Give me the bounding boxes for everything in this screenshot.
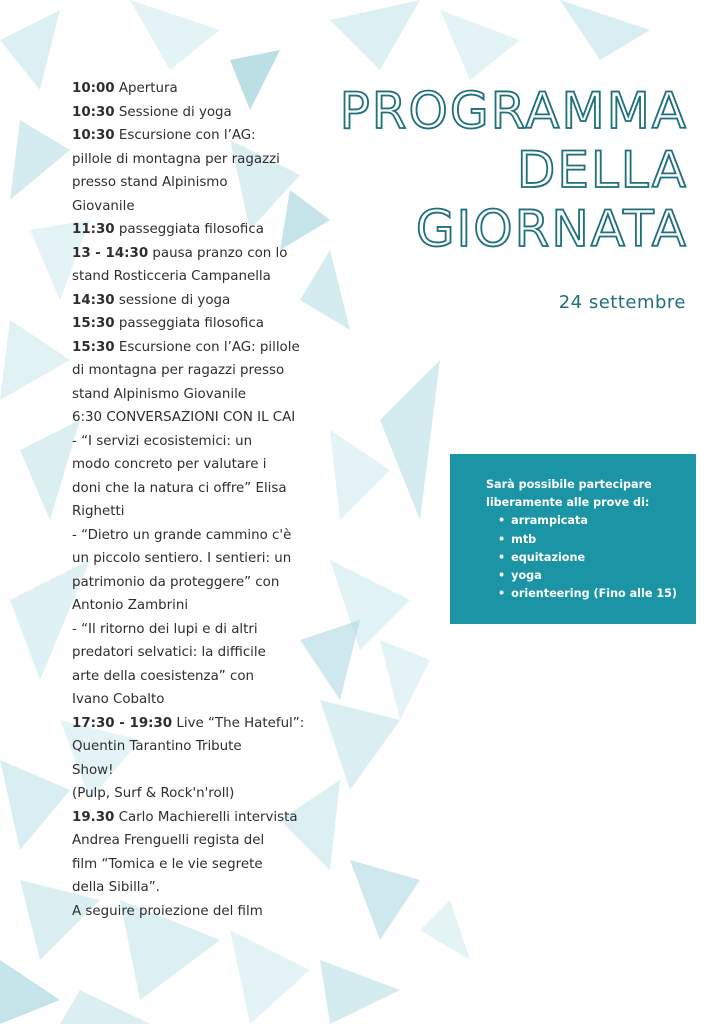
title-line-della: DELLA — [516, 141, 688, 199]
schedule-line — [72, 289, 334, 313]
schedule-line — [72, 312, 334, 336]
schedule-line — [72, 359, 334, 383]
schedule-time: 14:30 — [72, 292, 115, 308]
schedule-line — [72, 735, 334, 759]
schedule-time: 10:30 — [72, 128, 115, 143]
schedule-text: Antonio Zambrini — [72, 598, 189, 613]
activity-item: • mtb — [498, 531, 680, 549]
schedule-text: (Pulp, Surf & Rock'n'roll) — [72, 786, 235, 801]
schedule-line — [72, 195, 334, 219]
schedule-text: - “Dietro un grande cammino c'è — [72, 527, 292, 543]
schedule-time: 15:30 — [72, 339, 115, 355]
schedule-line — [72, 148, 334, 172]
activities-intro-line-2: liberamente alle prove di: — [486, 496, 650, 510]
schedule-line — [72, 571, 334, 595]
schedule-text: predatori selvatici: la difficile — [72, 645, 266, 660]
schedule-line — [72, 547, 334, 571]
schedule-text: film “Tomica e le vie segrete — [72, 856, 263, 872]
event-schedule — [72, 77, 334, 923]
schedule-text: passeggiata filosofica — [114, 222, 264, 237]
schedule-line — [72, 900, 334, 924]
schedule-text: - “I servizi ecosistemici: un — [72, 433, 253, 449]
schedule-text: Giovanile — [72, 198, 135, 214]
schedule-text: pillole di montagna per ragazzi — [72, 151, 280, 167]
schedule-time: 17:30 - 19:30 — [72, 715, 173, 731]
schedule-line — [72, 265, 334, 289]
schedule-line — [72, 477, 334, 501]
schedule-line — [72, 77, 334, 101]
schedule-line — [72, 101, 334, 125]
schedule-text: Live “The Hateful”: — [172, 715, 305, 731]
schedule-text: Quentin Tarantino Tribute — [72, 739, 242, 754]
schedule-text: di montagna per ragazzi presso — [72, 363, 285, 378]
schedule-text: 6:30 CONVERSAZIONI CON IL CAI — [72, 410, 296, 425]
schedule-line — [72, 218, 334, 242]
activity-item: • orienteering (Fino alle 15) — [498, 585, 680, 603]
schedule-text: Escursione con l’AG: — [114, 128, 256, 143]
schedule-text: stand Alpinismo Giovanile — [72, 386, 247, 402]
schedule-text: Escursione con l’AG: pillole — [114, 339, 300, 355]
schedule-time: 19.30 — [72, 809, 115, 825]
schedule-line — [72, 336, 334, 360]
schedule-text: A seguire proiezione del film — [72, 903, 263, 919]
schedule-text: stand Rosticceria Campanella — [72, 269, 271, 284]
schedule-line — [72, 242, 334, 266]
schedule-line — [72, 430, 334, 454]
schedule-time: 13 - 14:30 — [72, 245, 149, 261]
activity-item: • arrampicata — [498, 512, 680, 530]
schedule-text: Ivano Cobalto — [72, 692, 165, 707]
schedule-text: Andrea Frenguelli regista del — [72, 833, 265, 848]
schedule-line — [72, 500, 334, 524]
schedule-line — [72, 665, 334, 689]
schedule-line — [72, 806, 334, 830]
schedule-text: doni che la natura ci offre” Elisa — [72, 480, 287, 496]
schedule-line — [72, 618, 334, 642]
title-line-giornata: GIORNATA — [415, 200, 688, 258]
schedule-line — [72, 759, 334, 783]
schedule-text: della Sibilla”. — [72, 880, 160, 895]
schedule-text: Apertura — [114, 81, 178, 96]
activities-list — [486, 512, 680, 603]
schedule-text: passeggiata filosofica — [114, 316, 264, 331]
title-line-programma: PROGRAMMA — [339, 82, 688, 140]
schedule-line — [72, 594, 334, 618]
schedule-line — [72, 782, 334, 806]
schedule-line — [72, 453, 334, 477]
activity-item: • yoga — [498, 567, 680, 585]
schedule-time: 11:30 — [72, 222, 115, 237]
schedule-text: modo concreto per valutare i — [72, 457, 267, 472]
schedule-line — [72, 641, 334, 665]
schedule-line — [72, 876, 334, 900]
schedule-text: Sessione di yoga — [114, 104, 232, 120]
event-date: 24 settembre — [558, 292, 686, 313]
schedule-time: 15:30 — [72, 316, 115, 331]
schedule-time: 10:30 — [72, 104, 115, 120]
schedule-text: pausa pranzo con lo — [148, 245, 288, 261]
schedule-line — [72, 853, 334, 877]
schedule-text: Righetti — [72, 504, 125, 519]
schedule-text: - “Il ritorno dei lupi e di altri — [72, 621, 258, 637]
activities-intro-line-1: Sarà possibile partecipare — [486, 478, 652, 491]
schedule-text: sessione di yoga — [114, 292, 231, 308]
schedule-text: un piccolo sentiero. I sentieri: un — [72, 551, 292, 566]
schedule-line — [72, 171, 334, 195]
schedule-line — [72, 712, 334, 736]
schedule-text: Carlo Machierelli intervista — [114, 809, 298, 825]
schedule-text: Show! — [72, 762, 114, 778]
schedule-text: patrimonio da proteggere” con — [72, 574, 280, 590]
schedule-line — [72, 829, 334, 853]
schedule-line — [72, 124, 334, 148]
schedule-line — [72, 383, 334, 407]
schedule-line — [72, 524, 334, 548]
schedule-text: presso stand Alpinismo — [72, 175, 228, 190]
schedule-line — [72, 406, 334, 430]
schedule-text: arte della coesistenza” con — [72, 668, 255, 684]
activities-box — [450, 454, 696, 624]
activity-item: • equitazione — [498, 549, 680, 567]
schedule-time: 10:00 — [72, 81, 115, 96]
page-title — [340, 82, 688, 259]
schedule-line — [72, 688, 334, 712]
